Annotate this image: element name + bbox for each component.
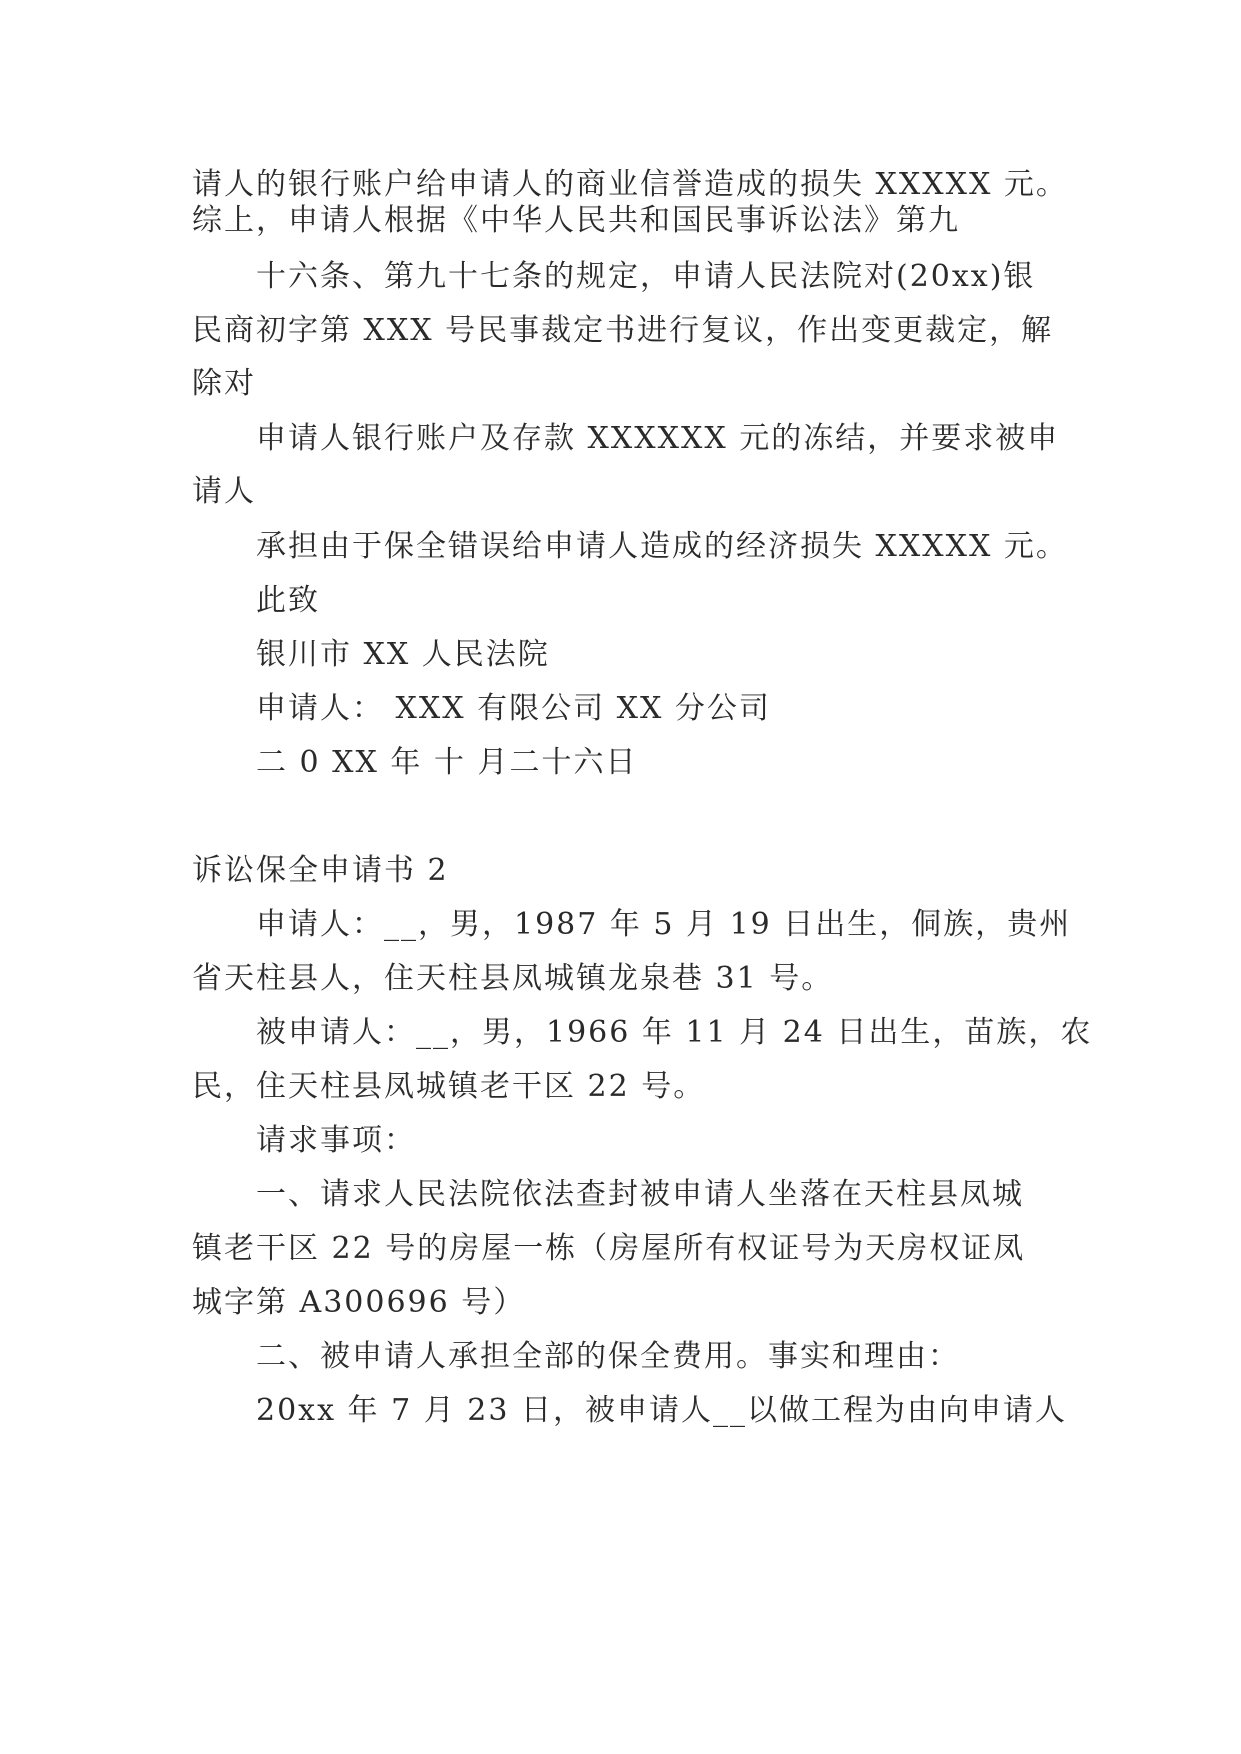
text-line: 除对: [192, 366, 256, 401]
text-line: 二 0 XX 年 十 月二十六日: [256, 745, 638, 780]
text-line: 民商初字第 XXX 号民事裁定书进行复议，作出变更裁定，解: [192, 313, 1054, 348]
text-line: 此致: [256, 583, 320, 618]
text-line: 镇老干区 22 号的房屋一栋（房屋所有权证号为天房权证凤: [192, 1231, 1026, 1266]
text-line: 省天柱县人，住天柱县凤城镇龙泉巷 31 号。: [192, 961, 834, 996]
text-line: 银川市 XX 人民法院: [256, 637, 550, 672]
text-line: 申请人： XXX 有限公司 XX 分公司: [256, 691, 771, 726]
text-line: 民，住天柱县凤城镇老干区 22 号。: [192, 1069, 706, 1104]
text-line: 城字第 A300696 号）: [192, 1285, 526, 1320]
text-line: 二、被申请人承担全部的保全费用。事实和理由：: [256, 1339, 960, 1374]
text-line: 承担由于保全错误给申请人造成的经济损失 XXXXX 元。: [256, 529, 1068, 564]
section-title: 诉讼保全申请书 2: [192, 853, 449, 888]
text-line: 请人的银行账户给申请人的商业信誉造成的损失 XXXXX 元。: [192, 167, 1068, 202]
text-line: 申请人银行账户及存款 XXXXXX 元的冻结，并要求被申: [256, 421, 1060, 456]
text-line: 被申请人：__，男，1966 年 11 月 24 日出生，苗族，农: [256, 1015, 1093, 1050]
text-line: 请求事项：: [256, 1123, 416, 1158]
text-line: 综上，申请人根据《中华人民共和国民事诉讼法》第九: [192, 203, 960, 238]
text-line: 请人: [192, 474, 256, 509]
text-line: 十六条、第九十七条的规定，申请人民法院对(20xx)银: [256, 259, 1036, 294]
text-line: 20xx 年 7 月 23 日，被申请人__以做工程为由向申请人: [256, 1393, 1067, 1428]
text-line: 一、请求人民法院依法查封被申请人坐落在天柱县凤城: [256, 1177, 1024, 1212]
text-line: 申请人：__，男，1987 年 5 月 19 日出生，侗族，贵州: [256, 907, 1072, 942]
